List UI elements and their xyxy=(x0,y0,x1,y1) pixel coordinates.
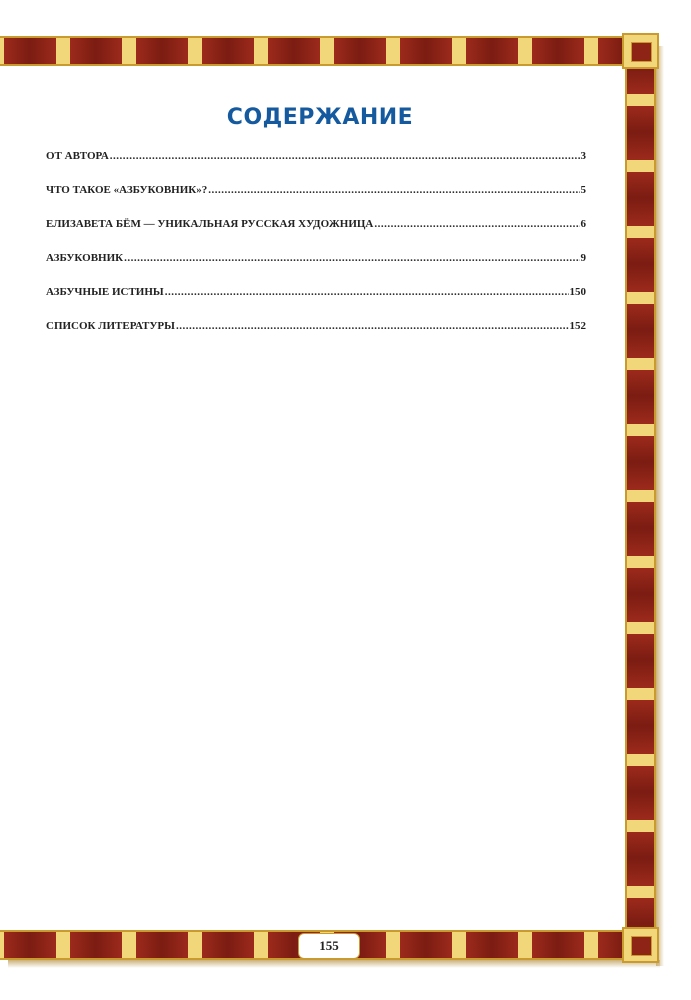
toc-leader-dots xyxy=(165,286,569,298)
toc-entry-page: 150 xyxy=(569,286,586,298)
toc-entry-label: ОТ АВТОРА xyxy=(46,150,109,162)
toc-entry-page: 152 xyxy=(569,320,586,332)
toc-leader-dots xyxy=(110,150,580,162)
toc-entry[interactable] xyxy=(46,184,586,218)
toc-entry-page: 5 xyxy=(580,184,586,196)
toc-entry-label: СПИСОК ЛИТЕРАТУРЫ xyxy=(46,320,175,332)
border-shadow-bottom xyxy=(8,960,660,968)
border-shadow-right xyxy=(656,46,664,966)
toc-entry[interactable] xyxy=(46,286,586,320)
toc-entry[interactable] xyxy=(46,218,586,252)
toc-entry-label: ЧТО ТАКОЕ «АЗБУКОВНИК»? xyxy=(46,184,208,196)
toc-entry-label: АЗБУКОВНИК xyxy=(46,252,124,264)
toc-leader-dots xyxy=(124,252,579,264)
toc-entry-label: ЕЛИЗАВЕТА БЁМ — УНИКАЛЬНАЯ РУССКАЯ ХУДОЖНИЦА xyxy=(46,218,374,230)
toc-entry-label: АЗБУЧНЫЕ ИСТИНЫ xyxy=(46,286,164,298)
table-of-contents xyxy=(46,150,586,354)
ornamental-border-right xyxy=(625,36,656,960)
toc-entry-page: 3 xyxy=(580,150,586,162)
toc-entry[interactable] xyxy=(46,150,586,184)
toc-entry[interactable] xyxy=(46,320,586,354)
toc-leader-dots xyxy=(208,184,579,196)
toc-entry-page: 6 xyxy=(580,218,586,230)
toc-leader-dots xyxy=(176,320,569,332)
ornamental-corner-top-right xyxy=(622,33,659,69)
page-number xyxy=(298,933,360,959)
ornamental-corner-bottom-right xyxy=(622,927,659,963)
toc-entry[interactable] xyxy=(46,252,586,286)
page-title: СОДЕРЖАНИЕ xyxy=(226,104,414,130)
page-number-text: 155 xyxy=(319,938,339,953)
toc-entry-page: 9 xyxy=(580,252,586,264)
toc-leader-dots xyxy=(374,218,579,230)
ornamental-border-top xyxy=(0,36,656,66)
